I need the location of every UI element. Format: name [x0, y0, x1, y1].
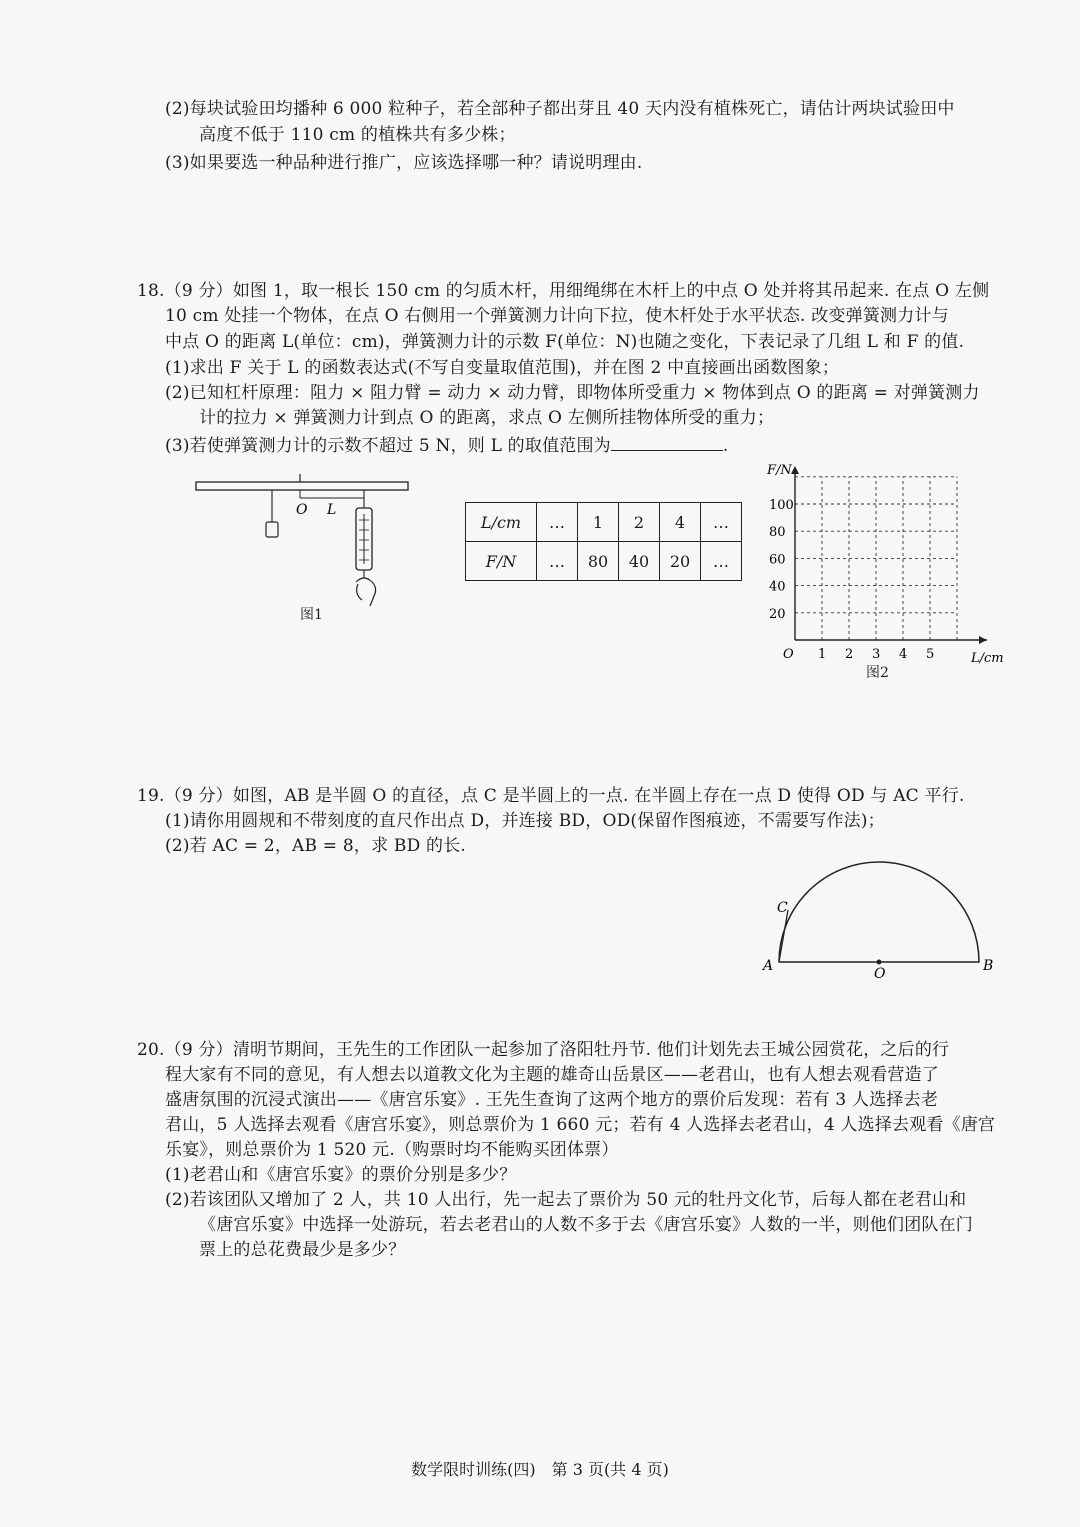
q20-line-5: 乐宴》，则总票价为 1 520 元.（购票时均不能购买团体票）: [165, 1140, 619, 1160]
hand-icon: [356, 578, 376, 606]
q20-line-1: 20.（9 分）清明节期间，王先生的工作团队一起参加了洛阳牡丹节. 他们计划先去王城公园赏花，之后的行: [137, 1040, 950, 1060]
table-cell: …: [701, 542, 742, 581]
y-tick-label: 60: [769, 552, 786, 568]
q20-line-6: (1)老君山和《唐宫乐宴》的票价分别是多少？: [165, 1165, 517, 1185]
table-row: [466, 503, 742, 542]
q18-line-1: 18.（9 分）如图 1，取一根长 150 cm 的匀质木杆，用细绳绑在木杆上的中点 O 处并将其吊起来. 在点 O 左侧: [137, 281, 990, 301]
q19-line-3: (2)若 AC = 2，AB = 8，求 BD 的长.: [165, 836, 467, 856]
x-axis-arrow: [979, 636, 987, 644]
y-tick-label: 80: [769, 525, 786, 541]
q19-line-1: 19.（9 分）如图，AB 是半圆 O 的直径，点 C 是半圆上的一点. 在半圆上存在一点 D 使得 OD 与 AC 平行.: [137, 786, 965, 806]
grid-chart: [765, 460, 1005, 665]
page-footer: 数学限时训练(四) 第 3 页(共 4 页): [411, 1460, 669, 1479]
y-tick-label: 20: [769, 606, 786, 622]
table-cell: 2: [619, 503, 660, 542]
q20-line-3: 盛唐氛围的沉浸式演出——《唐宫乐宴》. 王先生查询了这两个地方的票价后发现：若有 3 人选择去老: [165, 1090, 939, 1110]
y-axis-label: F/N: [767, 463, 792, 478]
y-tick-label: 40: [769, 579, 786, 595]
y-axis-arrow: [791, 466, 799, 474]
table-cell: 1: [578, 503, 619, 542]
label-A: A: [763, 958, 774, 974]
q18-line-5: (2)已知杠杆原理：阻力 × 阻力臂 = 动力 × 动力臂，即物体所受重力 × 物体到点 O 的距离 = 对弹簧测力: [165, 383, 980, 403]
lever-figure: [190, 474, 420, 614]
q20-line-8: 《唐宫乐宴》中选择一处游玩，若去老君山的人数不多于去《唐宫乐宴》人数的一半，则他们团队在门: [199, 1215, 973, 1235]
q20-line-9: 票上的总花费最少是多少？: [199, 1240, 406, 1260]
label-C: C: [777, 900, 788, 916]
q18-line-7: [165, 432, 728, 459]
q18-line-3: 中点 O 的距离 L(单位：cm)，弹簧测力计的示数 F(单位：N)也随之变化，下表记录了几组 L 和 F 的值.: [165, 332, 965, 352]
q17-line-2: 高度不低于 110 cm 的植株共有多少株；: [199, 125, 516, 145]
x-axis-label: L/cm: [971, 651, 1004, 665]
label-O: O: [296, 502, 308, 518]
q17-line-1: (2)每块试验田均播种 6 000 粒种子，若全部种子都出芽且 40 天内没有植株死亡，请估计两块试验田中: [165, 99, 955, 119]
table-row: [466, 542, 742, 581]
table-cell: …: [701, 503, 742, 542]
table-cell: 20: [660, 542, 701, 581]
q20-line-2: 程大家有不同的意见，有人想去以道教文化为主题的雄奇山岳景区——老君山，也有人想去观看营造了: [165, 1065, 939, 1085]
x-tick-label: 4: [899, 647, 908, 662]
center-point: [877, 960, 882, 965]
label-L: L: [327, 502, 337, 518]
label-B: B: [983, 958, 994, 974]
table-cell: 80: [578, 542, 619, 581]
table-cell: 40: [619, 542, 660, 581]
lf-table: [465, 502, 742, 581]
q18-line-7-end: .: [722, 436, 729, 456]
x-tick-label: 5: [926, 647, 935, 662]
table-head-L: L/cm: [466, 503, 537, 542]
q20-line-4: 君山，5 人选择去观看《唐宫乐宴》，则总票价为 1 660 元；若有 4 人选择去老君山，4 人选择去观看《唐宫: [165, 1115, 996, 1135]
q18-line-6: 计的拉力 × 弹簧测力计到点 O 的距离，求点 O 左侧所挂物体所受的重力；: [199, 408, 775, 428]
fig1-caption: 图1: [300, 607, 323, 623]
y-tick-label: 100: [769, 498, 794, 513]
weight-object: [266, 522, 278, 537]
q19-line-2: (1)请你用圆规和不带刻度的直尺作出点 D，并连接 BD，OD(保留作图痕迹，不需要写作法)；: [165, 811, 885, 831]
x-tick-label: 2: [845, 647, 854, 662]
fig2-caption: 图2: [866, 665, 889, 681]
semicircle: [779, 862, 979, 962]
axes: [791, 466, 987, 644]
q18-line-7-text: (3)若使弹簧测力计的示数不超过 5 N，则 L 的取值范围为: [165, 436, 611, 456]
tick-labels: [766, 463, 1004, 665]
table-cell: …: [537, 503, 578, 542]
x-tick-label: 1: [818, 647, 827, 662]
q17-line-3: (3)如果要选一种品种进行推广，应该选择哪一种？请说明理由.: [165, 153, 643, 173]
q18-line-4: (1)求出 F 关于 L 的函数表达式(不写自变量取值范围)，并在图 2 中直接画出函数图象；: [165, 358, 840, 378]
x-tick-label: 3: [872, 647, 881, 662]
table-head-F: F/N: [466, 542, 537, 581]
q18-line-2: 10 cm 处挂一个物体，在点 O 右侧用一个弹簧测力计向下拉，使木杆处于水平状态. 改变弹簧测力计与: [165, 306, 949, 326]
q20-line-7: (2)若该团队又增加了 2 人，共 10 人出行，先一起去了票价为 50 元的牡丹文化节，后每人都在老君山和: [165, 1190, 967, 1210]
semicircle-figure: [755, 850, 1005, 985]
grid-lines: [795, 477, 957, 640]
answer-blank: [611, 432, 723, 451]
origin-label: O: [783, 647, 794, 662]
table-cell: 4: [660, 503, 701, 542]
wooden-rod: [196, 482, 408, 490]
table-cell: …: [537, 542, 578, 581]
chord-AC: [779, 910, 788, 962]
label-O: O: [874, 966, 886, 982]
